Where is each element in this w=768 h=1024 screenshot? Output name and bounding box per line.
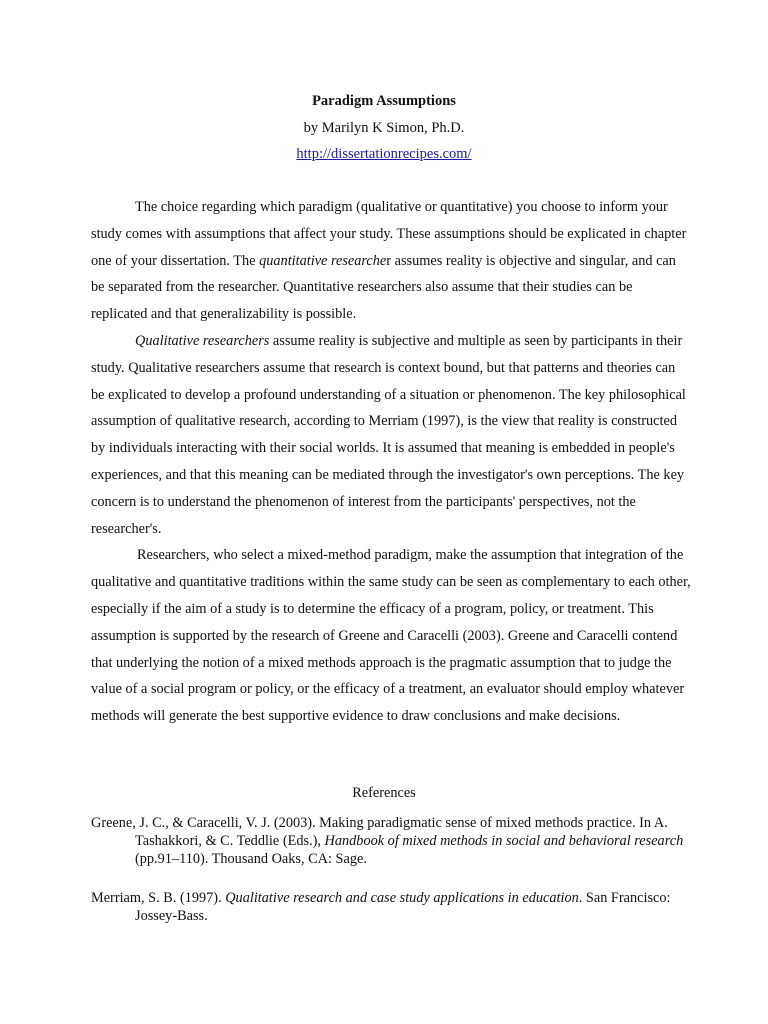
emphasis-text: Qualitative researchers <box>135 332 270 349</box>
reference-text: Merriam, S. B. (1997). <box>91 890 226 906</box>
paragraph-quantitative <box>91 194 691 328</box>
paragraph-text: assume reality is subjective and multiple as seen by participants in their study. Qualitative researchers assume that research is context bound, but that patterns and theories can be explicated to develop a profound understanding of a situation or phenomenon. The key philosophical assumption of qualitative research, according to Merriam (1997), is the view that reality is constructed by individuals interacting with their social worlds. It is assumed that meaning is embedded in people's experiences, and that this meaning can be mediated through the investigator's own perceptions. The key concern is to understand the phenomenon of interest from the participants' perspectives, not the researcher's. <box>91 332 686 537</box>
document-body <box>91 194 691 730</box>
document-author: by Marilyn K Simon, Ph.D. <box>303 120 465 136</box>
paragraph-text: r assumes reality is objective and singular, and can be separated from the researcher. Quantitative researchers also assume that their studies can be replicated and that generalizability is possible. <box>91 252 676 323</box>
reference-text: Greene, J. C., & Caracelli, V. J. (2003). Making paradigmatic sense of mixed methods practice. In A. Tashakkori, & C. Teddlie (Eds.), <box>91 815 668 849</box>
document-url-line <box>0 146 768 163</box>
reference-text: . San Francisco: Jossey-Bass. <box>135 890 671 924</box>
document-title: Paradigm Assumptions <box>312 93 456 109</box>
reference-entry-merriam <box>91 890 691 926</box>
paragraph-text: Researchers, who select a mixed-method paradigm, make the assumption that integration of the qualitative and quantitative traditions within the same study can be seen as complementary to each other, especially if the aim of a study is to determine the efficacy of a program, policy, or treatment. This assumption is supported by the research of Greene and Caracelli (2003). Greene and Caracelli contend that underlying the notion of a mixed methods approach is the pragmatic assumption that to judge the value of a social program or policy, or the efficacy of a treatment, an evaluator should employ whatever methods will generate the best supportive evidence to draw conclusions and make decisions. <box>91 547 691 725</box>
reference-entry-greene <box>91 815 691 868</box>
author-website-link[interactable]: http://dissertationrecipes.com/ <box>296 146 472 162</box>
reference-text: (pp.91–110). Thousand Oaks, CA: Sage. <box>135 850 367 867</box>
reference-title: Handbook of mixed methods in social and behavioral research <box>324 832 684 849</box>
references-heading: References <box>352 785 416 801</box>
paragraph-mixed-method <box>91 542 691 730</box>
paragraph-qualitative <box>91 328 691 542</box>
paragraph-text: The choice regarding which paradigm (qualitative or quantitative) you choose to inform your study comes with assumptions that affect your study. These assumptions should be explicated in chapter one of your dissertation. The <box>91 199 687 269</box>
reference-title: Qualitative research and case study applications in education <box>225 890 579 906</box>
emphasis-text: quantitative researche <box>259 252 387 269</box>
